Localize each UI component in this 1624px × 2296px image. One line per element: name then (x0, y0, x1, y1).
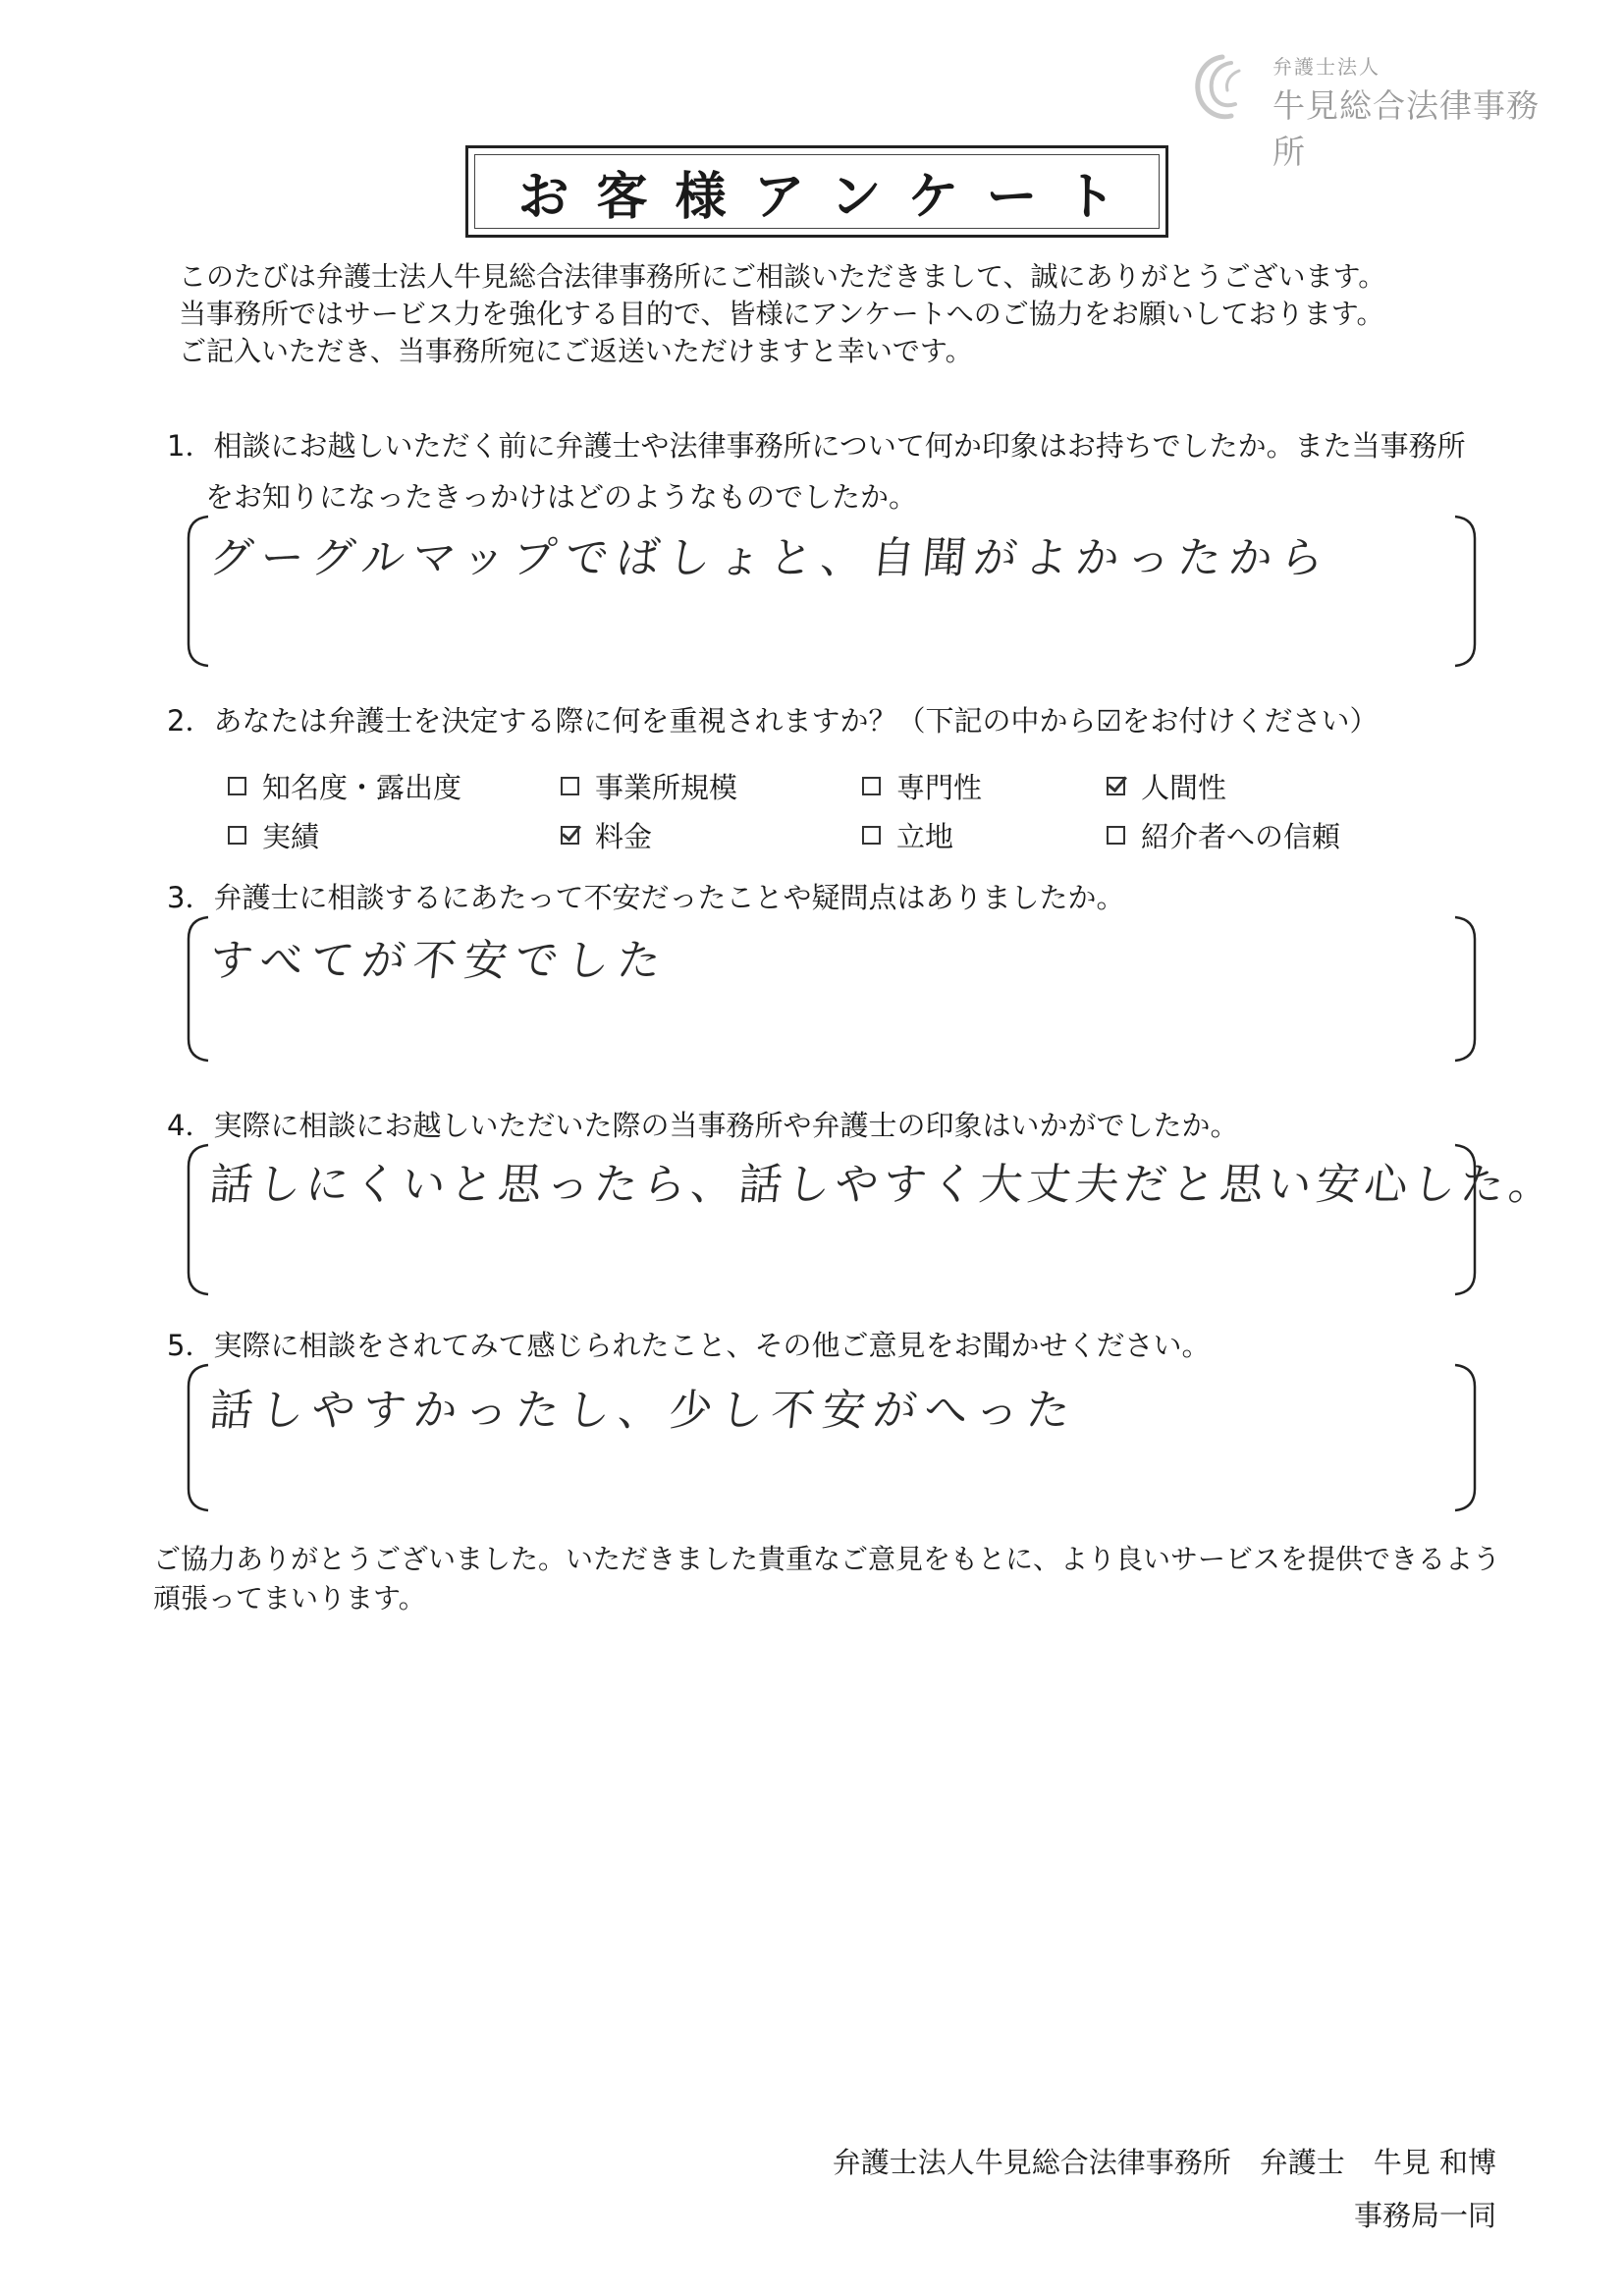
answer-1-right-bracket (1451, 515, 1479, 668)
option-label: 人間性 (1141, 771, 1227, 804)
question-3-text: 3．弁護士に相談するにあたって不安だったことや疑問点はありましたか。 (167, 881, 1125, 914)
option-label: 紹介者への信頼 (1141, 820, 1341, 853)
option-firm-size[interactable] (561, 766, 737, 806)
signature-line-1: 弁護士法人牛見総合法律事務所 弁護士 牛見 和博 (832, 2146, 1496, 2179)
firm-logo-swirl-icon (1188, 49, 1257, 128)
option-fees[interactable] (561, 815, 652, 855)
checkbox-location[interactable] (862, 826, 881, 845)
answer-5-handwriting: 話しやすかったし、少し不安がへった (206, 1386, 1081, 1436)
option-label: 事業所規模 (595, 771, 738, 804)
option-track-record[interactable] (228, 815, 319, 855)
option-label: 立地 (896, 820, 954, 853)
page-title: お客様アンケート (474, 154, 1160, 229)
logo-subtitle: 弁護士法人 (1272, 55, 1380, 79)
answer-1-left-bracket (185, 515, 212, 668)
signature-line-2: 事務局一同 (1353, 2199, 1496, 2232)
checkbox-personality-checked[interactable] (1107, 777, 1125, 795)
question-2-text: 2．あなたは弁護士を決定する際に何を重視されますか？（下記の中から☑をお付けください） (167, 704, 1379, 738)
question-1-line-1: 1．相談にお越しいただく前に弁護士や法律事務所について何か印象はお持ちでしたか。また当事務所 (167, 429, 1466, 463)
checkbox-name-recognition[interactable] (228, 777, 246, 795)
option-name-recognition[interactable] (228, 766, 461, 806)
question-4-text: 4．実際に相談にお越しいただいた際の当事務所や弁護士の印象はいかがでしたか。 (167, 1109, 1239, 1142)
option-expertise[interactable] (862, 766, 982, 806)
intro-line-1: このたびは弁護士法人牛見総合法律事務所にご相談いただきまして、誠にありがとうございます。 (179, 260, 1386, 293)
answer-5-right-bracket (1451, 1363, 1479, 1512)
checkbox-expertise[interactable] (862, 777, 881, 795)
intro-line-3: ご記入いただき、当事務所宛にご返送いただけますと幸いです。 (179, 335, 973, 367)
closing-line-2: 頑張ってまいります。 (153, 1582, 426, 1614)
answer-4-left-bracket (185, 1143, 212, 1296)
option-label: 料金 (595, 820, 653, 853)
option-label: 実績 (262, 820, 320, 853)
answer-5-left-bracket (185, 1363, 212, 1512)
answer-1-handwriting: グーグルマップでばしょと、自聞がよかったから (206, 533, 1334, 583)
option-label: 知名度・露出度 (262, 771, 462, 804)
intro-line-2: 当事務所ではサービス力を強化する目的で、皆様にアンケートへのご協力をお願いしております。 (179, 298, 1384, 330)
answer-4-handwriting: 話しにくいと思ったら、話しやすく大丈夫だと思い安心した。 (206, 1160, 1560, 1210)
closing-line-1: ご協力ありがとうございました。いただきました貴重なご意見をもとに、より良いサービスを提供できるよう (153, 1543, 1501, 1575)
title-box (465, 145, 1168, 238)
question-1-line-2: をお知りになったきっかけはどのようなものでしたか。 (205, 480, 918, 514)
checkbox-fees-checked[interactable] (561, 826, 579, 845)
option-referrer-trust[interactable] (1107, 815, 1340, 855)
answer-3-left-bracket (185, 915, 212, 1063)
checkbox-firm-size[interactable] (561, 777, 579, 795)
option-location[interactable] (862, 815, 953, 855)
answer-3-right-bracket (1451, 915, 1479, 1063)
firm-logo (1188, 41, 1561, 171)
logo-firm-name: 牛見総合法律事務所 (1272, 86, 1540, 171)
checkbox-referrer-trust[interactable] (1107, 826, 1125, 845)
answer-3-handwriting: すべてが不安でした (206, 936, 672, 986)
option-label: 専門性 (896, 771, 983, 804)
option-personality[interactable] (1107, 766, 1226, 806)
question-5-text: 5．実際に相談をされてみて感じられたこと、その他ご意見をお聞かせください。 (167, 1329, 1211, 1362)
checkbox-track-record[interactable] (228, 826, 246, 845)
